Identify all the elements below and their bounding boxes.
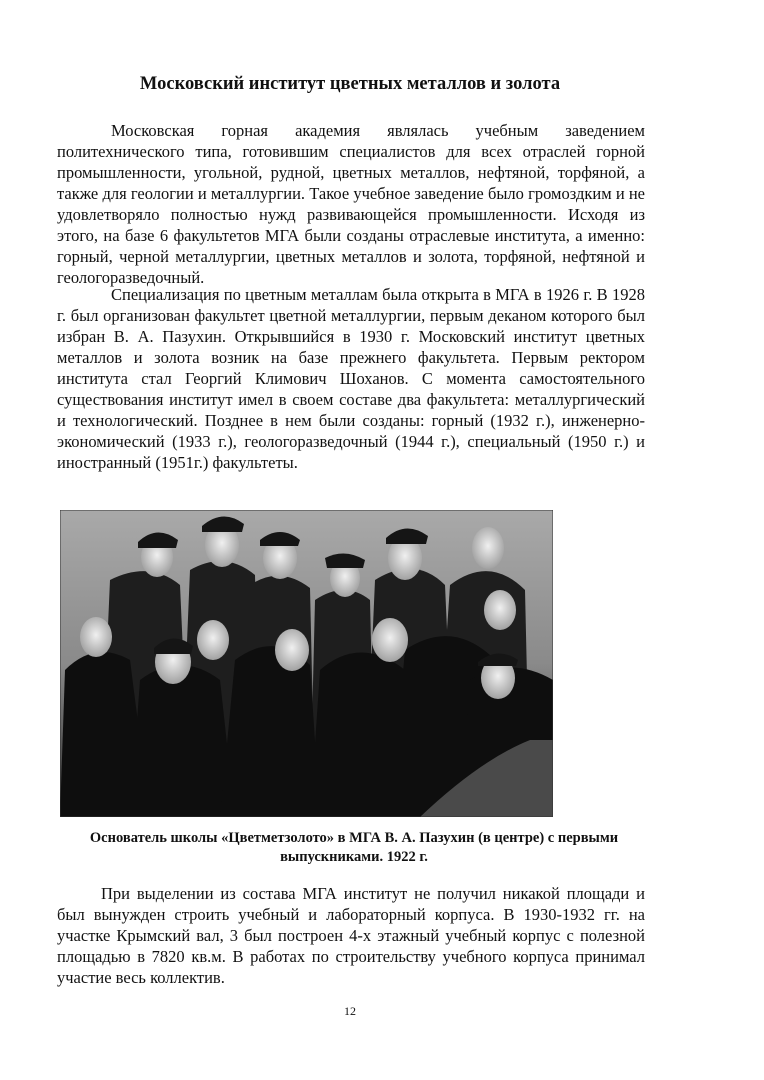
group-portrait-photo — [60, 510, 553, 817]
paragraph-intro: Московская горная академия являлась учебным заведением политехнического типа, готовившим специалистов для всех отраслей горной промышленности, угольной, рудной, цветных металлов, нефтяной, торфяной, а также для геологии и металлургии. Такое учебное заведение было громоздким и не удовлетворяло полностью нужд развивающейся промышленности. Исходя из этого, на базе 6 факультетов МГА были созданы отраслевые института, а именно: горный, черной металлургии, цветных металлов и золота, торфяной, нефтяной и геологоразведочный. — [57, 121, 645, 287]
page-title: Московский институт цветных металлов и золота — [139, 74, 561, 94]
page-number: 12 — [344, 1004, 356, 1018]
paragraph-construction: При выделении из состава МГА институт не получил никакой площади и был вынужден строить учебный и лабораторный корпуса. В 1930-1932 гг. на участке Крымский вал, 3 был построен 4-х этажный учебный корпус с полезной площадью в 7820 кв.м. В работах по строительству учебного корпуса принимал участие весь коллектив. — [57, 884, 645, 987]
photo-caption: Основатель школы «Цветметзолото» в МГА В. А. Пазухин (в центре) с первыми выпускниками. 1922 г. — [89, 830, 619, 865]
paragraph-history: Специализация по цветным металлам была открыта в МГА в 1926 г. В 1928 г. был организован факультет цветной металлургии, первым деканом которого был избран В. А. Пазухин. Открывшийся в 1930 г. Московский институт цветных металлов и золота возник на базе прежнего факультета. Первым ректором института стал Георгий Климович Шоханов. С момента самостоятельного существования институт имел в своем составе два факультета: металлургический и технологический. Позднее в нем были созданы: горный (1932 г.), инженерно-экономический (1933 г.), геологоразведочный (1944 г.), специальный (1950 г.) и иностранный (1951г.) факультеты. — [57, 285, 645, 472]
